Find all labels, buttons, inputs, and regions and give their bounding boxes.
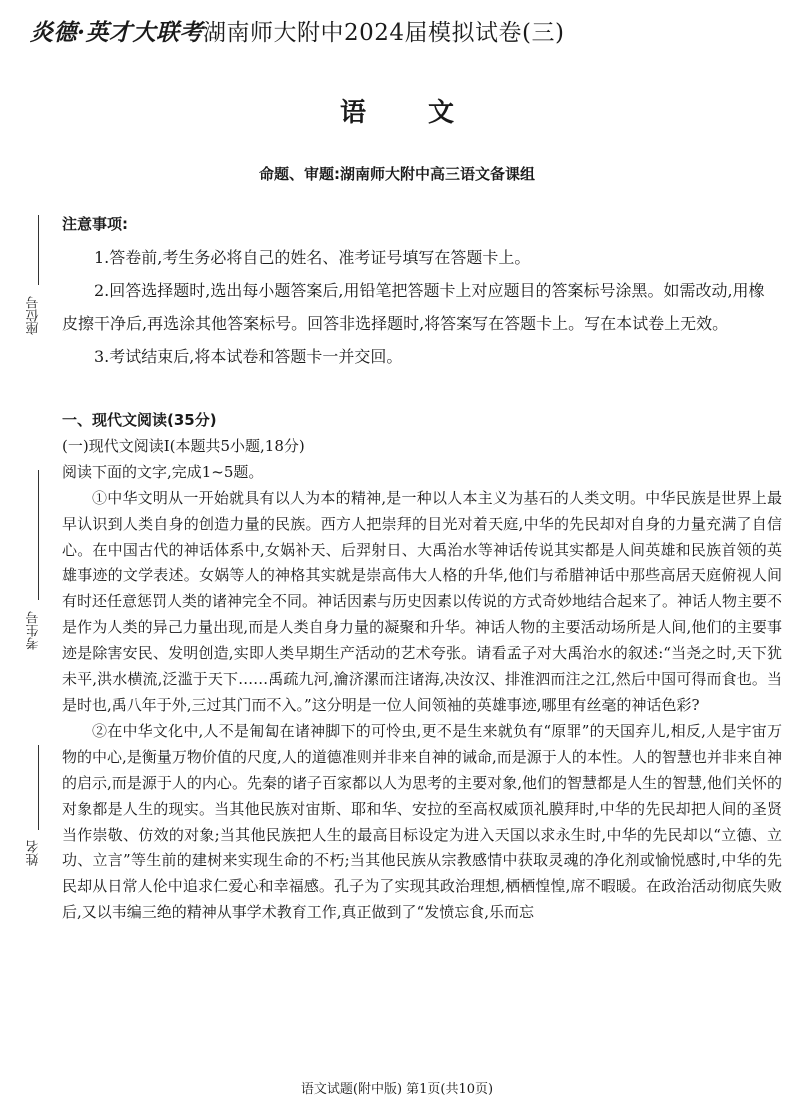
- notice-item: 1.答卷前,考生务必将自己的姓名、准考证号填写在答题卡上。: [94, 248, 531, 267]
- page-footer: 语文试题(附中版) 第1页(共10页): [300, 1082, 494, 1097]
- notice-heading: 注意事项:: [62, 215, 128, 233]
- notice-section: [62, 208, 780, 373]
- exam-number-line: [38, 470, 39, 600]
- reading-section: [62, 408, 782, 926]
- name-line: [38, 745, 39, 830]
- section-title: 一、现代文阅读(35分): [62, 411, 217, 429]
- section-instruction: 阅读下面的文字,完成1~5题。: [62, 462, 264, 481]
- author-line: 命题、审题:湖南师大附中高三语文备课组: [258, 165, 535, 183]
- exam-number-label: 考生号: [26, 611, 42, 650]
- exam-title: 湖南师大附中2024届模拟试卷(三): [203, 20, 565, 46]
- passage-paragraph: ①中华文明从一开始就具有以人为本的精神,是一种以人本主义为基石的人类文明。中华民族是世界上最早认识到人类自身的创造力量的民族。西方人把崇拜的目光对着天庭,中华的先民却对自身的力量充满了自信心。在中国古代的神话体系中,女娲补天、后羿射日、大禹治水等神话传说其实都是人间英雄和民族首领的英雄事迹的文学表述。女娲等人的神格其实就是崇高伟大人格的升华,他们与希腊神话中那些高居天庭俯视人间有时还任意惩罚人类的诸神完全不同。神话因素与历史因素以传说的方式奇妙地结合起来了。神话人物主要不是作为人类的异己力量出现,而是人类自身力量的凝聚和升华。神话人物的主要活动场所是人间,他们的主要事迹是除害安民、发明创造,实即人类早期生产活动的艺术夸张。请看孟子对大禹治水的叙述:“当尧之时,天下犹未平,洪水横流,泛滥于天下……禹疏九河,瀹济漯而注诸海,决汝汉、排淮泗而注之江,然后中国可得而食也。当是时也,禹八年于外,三过其门而不入。”这分明是一位人间领袖的英雄事迹,哪里有丝毫的神话色彩?: [62, 488, 783, 714]
- exam-header: [30, 14, 770, 47]
- section-subtitle: (一)现代文阅读Ⅰ(本题共5小题,18分): [62, 436, 305, 455]
- seat-line: [38, 215, 39, 285]
- passage-paragraph: ②在中华文化中,人不是匍匐在诸神脚下的可怜虫,更不是生来就负有“原罪”的天国弃儿,相反,人是宇宙万物的中心,是衡量万物价值的尺度,人的道德准则并非来自神的诫命,而是源于人的本性。人的智慧也并非来自神的启示,而是源于人的内心。先秦的诸子百家都以人为思考的主要对象,他们的智慧都是人生的智慧,他们关怀的对象都是人生的现实。当其他民族对宙斯、耶和华、安拉的至高权威顶礼膜拜时,中华的先民却把人间的圣贤当作崇敬、仿效的对象;当其他民族把人生的最高目标设定为进入天国以求永生时,中华的先民却以“立德、立功、立言”等生前的建树来实现生命的不朽;当其他民族从宗教感情中获取灵魂的净化剂或愉悦感时,中华的先民却从日常人伦中追求仁爱心和幸福感。孔子为了实现其政治理想,栖栖惶惶,席不暇暖。在政治活动彻底失败后,又以韦编三绝的精神从事学术教育工作,真正做到了“发愤忘食,乐而忘: [62, 721, 782, 922]
- subject-title: 语文: [339, 98, 516, 128]
- notice-item: 2.回答选择题时,选出每小题答案后,用铅笔把答题卡上对应题目的答案标号涂黑。如需改动,用橡皮擦干净后,再选涂其他答案标号。回答非选择题时,将答案写在答题卡上。写在本试卷上无效。: [62, 281, 765, 333]
- seat-label: 座位号: [26, 296, 42, 335]
- name-label: 姓名: [26, 840, 42, 866]
- brand-name: 炎德·英才大联考: [30, 19, 204, 46]
- notice-item: 3.考试结束后,将本试卷和答题卡一并交回。: [94, 347, 403, 366]
